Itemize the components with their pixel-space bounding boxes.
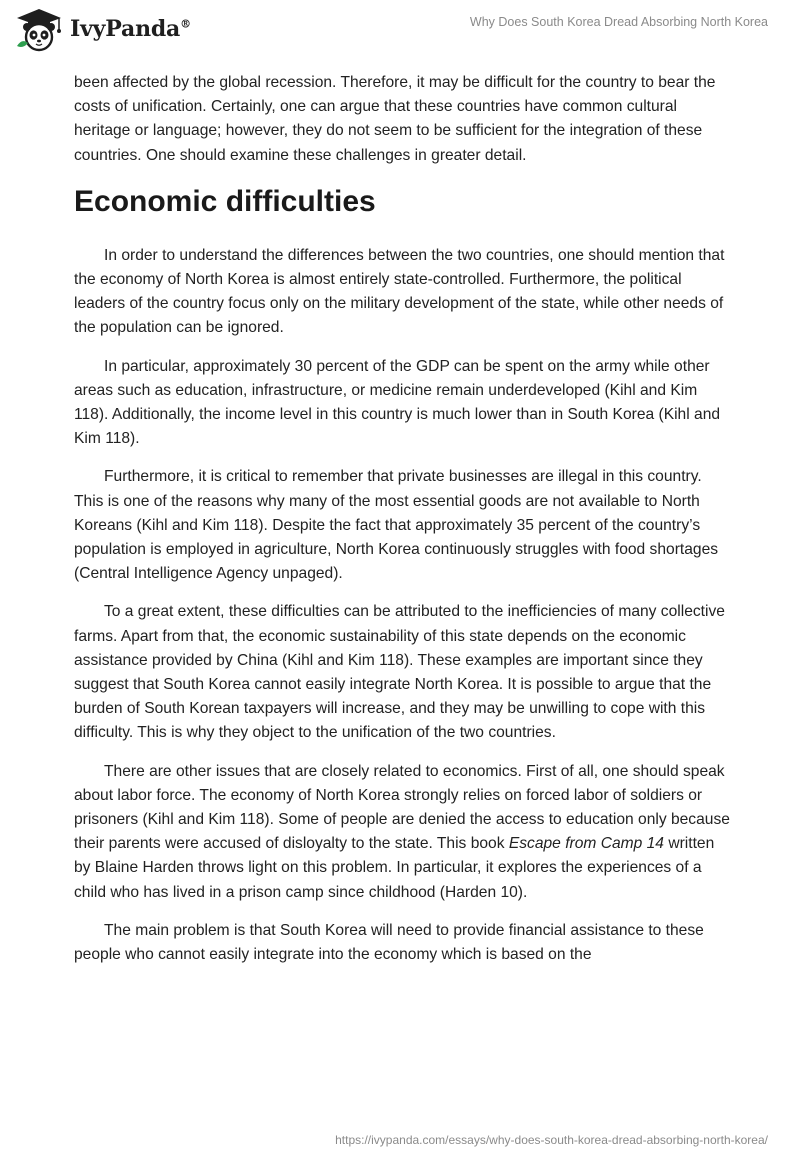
book-title: Escape from Camp 14 — [508, 835, 664, 853]
intro-paragraph: been affected by the global recession. Therefore, it may be difficult for the country to bear the costs of unification. Certainly, one can argue that these countries have common cultural heritage or language; however, they do not seem to be sufficient for the integration of these countries. One should examine these challenges in greater detail. — [74, 74, 716, 164]
section-heading: Economic difficulties — [74, 184, 376, 218]
essay-body — [74, 71, 734, 981]
source-url[interactable]: https://ivypanda.com/essays/why-does-south-korea-dread-absorbing-north-korea/ — [335, 1133, 768, 1147]
last-paragraph: The main problem is that South Korea will need to provide financial assistance to these people who cannot easily integrate into the economy which is based on the — [74, 921, 704, 964]
paragraph: In particular, approximately 30 percent of the GDP can be spent on the army while other areas such as education, infrastructure, or medicine remain underdeveloped (Kihl and Kim 118). Additionally, the income level in this country is much lower than in South Korea (Kihl and Kim 118). — [74, 357, 721, 448]
document-title: Why Does South Korea Dread Absorbing North Korea — [469, 15, 768, 29]
ivypanda-logo[interactable] — [14, 6, 191, 52]
page-header — [0, 0, 800, 62]
labor-paragraph — [74, 760, 734, 905]
labor-text-after: written by Blaine Harden throws light on this problem. In particular, it explores the experiences of a child who has lived in a prison camp since childhood (Harden 10). — [74, 835, 715, 901]
labor-text-before: There are other issues that are closely related to economics. First of all, one should speak about labor force. The economy of North Korea strongly relies on forced labor of soldiers or prisoners (Kihl and Kim 118). Some of people are denied the access to education only because their parents were accused of disloyalty to the state. This book — [74, 762, 730, 853]
brand-name: IvyPanda® — [70, 16, 191, 42]
paragraph: To a great extent, these difficulties can be attributed to the inefficiencies of many collective farms. Apart from that, the economic sustainability of this state depends on the economic assistance provided by China (Kihl and Kim 118). These examples are important since they suggest that South Korea cannot easily integrate North Korea. It is possible to argue that the burden of South Korean taxpayers will increase, and they may be unwilling to cope with this difficulty. This is why they object to the unification of the two countries. — [74, 603, 725, 742]
panda-graduate-icon — [14, 6, 64, 52]
registered-mark: ® — [180, 17, 191, 31]
paragraph: In order to understand the differences between the two countries, one should mention that the economy of North Korea is almost entirely state-controlled. Furthermore, the political leaders of the country focus only on the military development of the state, while other needs of the population can be ignored. — [74, 246, 725, 337]
paragraph: Furthermore, it is critical to remember that private businesses are illegal in this country. This is one of the reasons why many of the most essential goods are not available to North Koreans (Kihl and Kim 118). Despite the fact that approximately 35 percent of the country’s population is employed in agriculture, North Korea continuously struggles with food shortages (Central Intelligence Agency unpaged). — [74, 468, 719, 583]
